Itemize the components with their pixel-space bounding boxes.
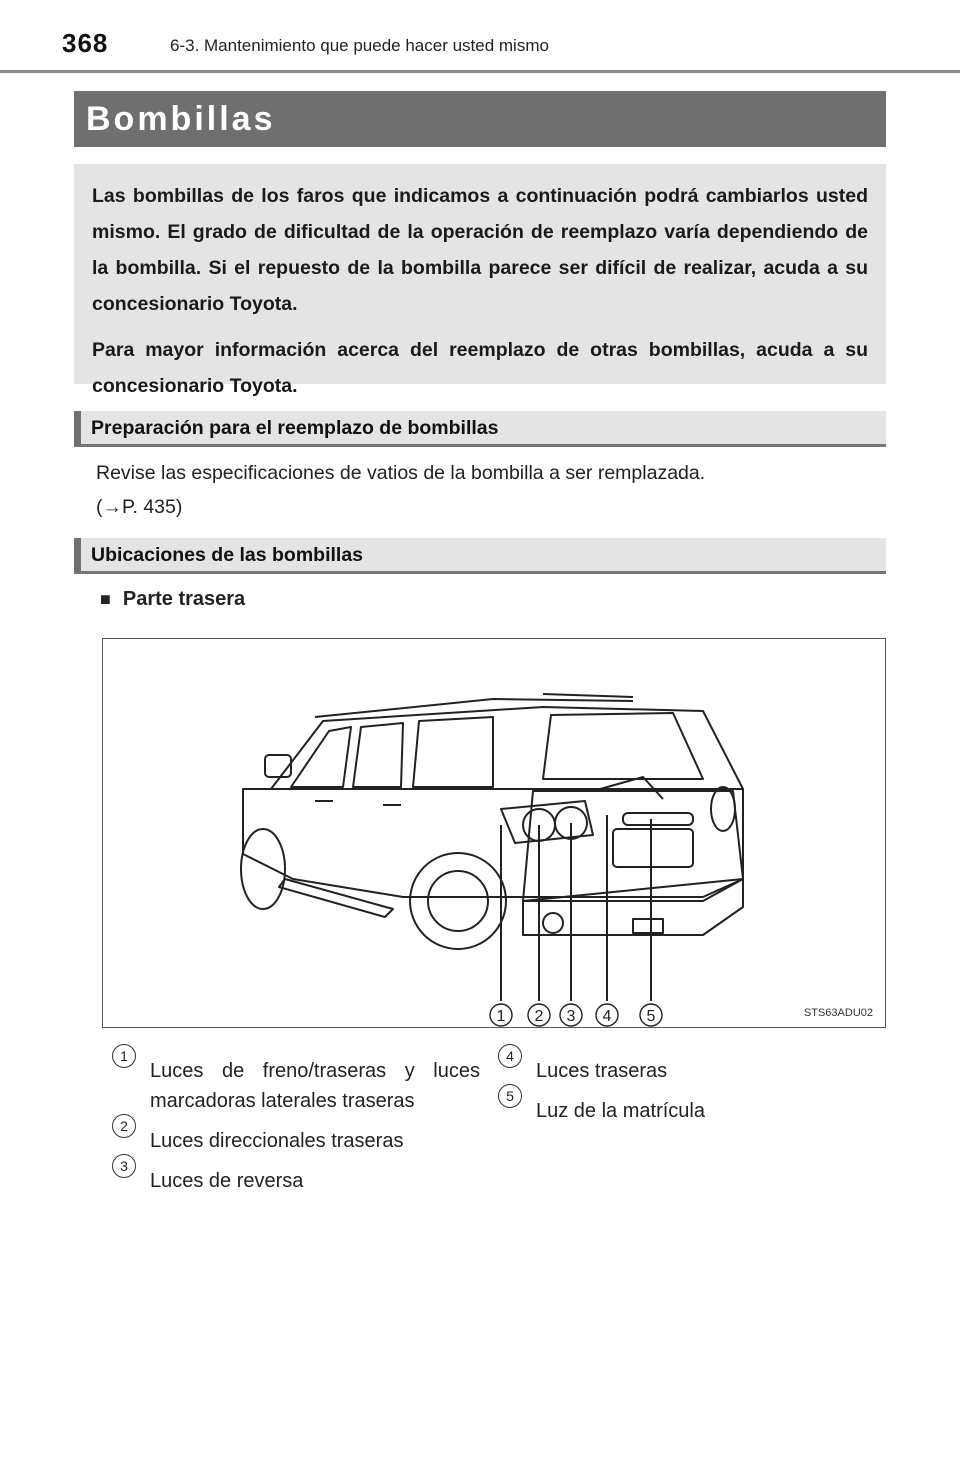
preparation-text: Revise las especificaciones de vatios de la bombilla a ser remplazada.: [96, 462, 706, 484]
legend-label-3: Luces de reversa: [150, 1170, 304, 1192]
legend-item-4: [498, 1048, 858, 1086]
callout-5: 5: [646, 1008, 656, 1025]
rear-subheading-label: Parte trasera: [122, 588, 246, 610]
square-bullet-icon: ■: [100, 589, 111, 609]
legend-number-4: 4: [498, 1044, 522, 1068]
legend-label-1: Luces de freno/traseras y luces marcadoras laterales traseras: [150, 1060, 480, 1112]
legend-label-5: Luz de la matrícula: [536, 1100, 705, 1122]
intro-paragraph-2: Para mayor información acerca del reemplazo de otras bombillas, acuda a su concesionario Toyota.: [92, 339, 868, 397]
page-title: Bombillas: [74, 91, 886, 147]
legend-item-5: [498, 1088, 858, 1126]
suv-rear-illustration: [103, 639, 887, 1029]
page-number: 368: [62, 28, 109, 58]
preparation-text-block: [96, 456, 876, 524]
legend-number-2: 2: [112, 1114, 136, 1138]
callout-1: 1: [496, 1008, 506, 1025]
callout-4: 4: [602, 1008, 612, 1025]
figure-code: STS63ADU02: [803, 1007, 873, 1019]
legend-item-3: [112, 1158, 480, 1196]
legend-item-2: [112, 1118, 480, 1156]
legend-number-5: 5: [498, 1084, 522, 1108]
rear-bulb-figure: [102, 638, 886, 1028]
intro-paragraph-1: Las bombillas de los faros que indicamos a continuación podrá cambiarlos usted mismo. El grado de dificultad de la operación de reemplazo varía dependiendo de la bombilla. Si el repuesto de la bombilla parece ser difícil de realizar, acuda a su concesionario Toyota.: [92, 185, 868, 315]
locations-heading: Ubicaciones de las bombillas: [74, 538, 886, 574]
page-reference-link[interactable]: (→P. 435): [96, 496, 183, 518]
preparation-heading: Preparación para el reemplazo de bombillas: [74, 411, 886, 447]
legend-number-3: 3: [112, 1154, 136, 1178]
legend-label-4: Luces traseras: [536, 1060, 668, 1082]
legend-label-2: Luces direccionales traseras: [150, 1130, 404, 1152]
intro-box: [74, 164, 886, 397]
callout-3: 3: [566, 1008, 576, 1025]
callout-2: 2: [534, 1008, 544, 1025]
legend-item-1: [112, 1048, 480, 1116]
legend-number-1: 1: [112, 1044, 136, 1068]
header-divider: [0, 70, 960, 73]
rear-subheading: [100, 588, 245, 611]
section-breadcrumb: 6-3. Mantenimiento que puede hacer usted mismo: [170, 36, 549, 55]
